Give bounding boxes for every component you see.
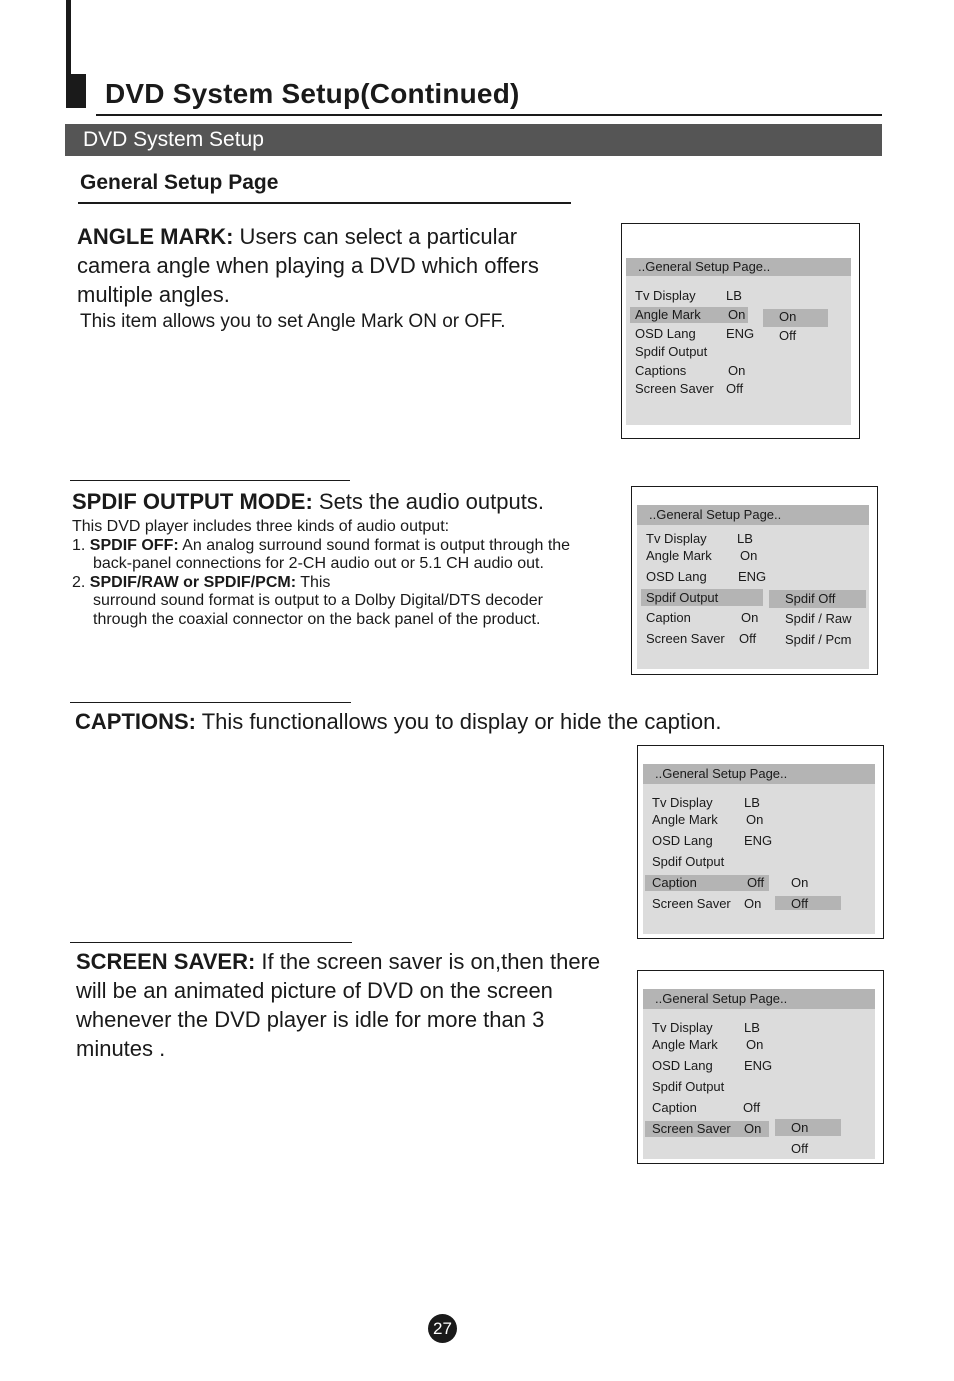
section-rule <box>70 702 351 703</box>
menu-panel <box>626 258 851 425</box>
menu-option-off[interactable]: Off <box>791 1141 809 1156</box>
menu-value: LB <box>737 531 753 546</box>
menu-value: On <box>740 548 758 563</box>
spdif-item2-label: SPDIF/RAW or SPDIF/PCM: <box>89 573 297 591</box>
menu-item-spdif-output[interactable]: Spdif Output <box>635 344 708 359</box>
spdif-label: SPDIF OUTPUT MODE: <box>72 489 313 514</box>
menu-value: Off <box>726 381 744 396</box>
captions-heading <box>75 709 721 735</box>
menu-panel <box>643 989 875 1159</box>
spdif-body <box>72 518 570 629</box>
angle-line2: camera angle when playing a DVD which offers <box>77 253 539 278</box>
menu-item-tv-display[interactable]: Tv Display <box>646 531 707 546</box>
spdif-rest: Sets the audio outputs. <box>312 489 544 514</box>
menu-value: On <box>746 1037 764 1052</box>
osd-menu-angle <box>621 223 860 439</box>
menu-item-caption[interactable]: Caption <box>652 1100 697 1115</box>
menu-value: ENG <box>738 569 767 584</box>
menu-value: ENG <box>726 326 755 341</box>
menu-item-screen-saver[interactable]: Screen Saver <box>635 381 714 396</box>
menu-value: LB <box>744 795 760 810</box>
spdif-item1-text: An analog surround sound format is output through the <box>178 536 571 554</box>
menu-value: On <box>728 307 746 322</box>
menu-panel <box>643 764 875 934</box>
menu-item-screen-saver[interactable]: Screen Saver <box>652 896 731 911</box>
menu-value: On <box>744 1121 762 1136</box>
spdif-intro: This DVD player includes three kinds of audio output: <box>72 518 450 535</box>
menu-value: Off <box>743 1100 761 1115</box>
osd-menu-screen-saver <box>637 970 884 1164</box>
angle-line4: This item allows you to set Angle Mark ON or OFF. <box>80 311 506 332</box>
menu-option-off[interactable]: Off <box>791 896 809 911</box>
menu-option-spdif-pcm[interactable]: Spdif / Pcm <box>785 632 852 647</box>
spdif-heading <box>72 489 544 515</box>
menu-value: On <box>744 896 762 911</box>
menu-option-on[interactable]: On <box>779 309 797 324</box>
menu-option-on[interactable]: On <box>791 1120 809 1135</box>
section-title: DVD System Setup <box>83 128 264 151</box>
page-title: DVD System Setup(Continued) <box>105 78 520 109</box>
menu-item-spdif-output[interactable]: Spdif Output <box>652 1079 725 1094</box>
subhead: General Setup Page <box>80 171 279 194</box>
menu-value: Off <box>739 631 757 646</box>
menu-item-screen-saver[interactable]: Screen Saver <box>646 631 725 646</box>
menu-item-tv-display[interactable]: Tv Display <box>652 1020 713 1035</box>
section-rule <box>70 942 352 943</box>
subhead-rule <box>78 202 571 204</box>
menu-option-spdif-off[interactable]: Spdif Off <box>785 591 836 606</box>
menu-value: ENG <box>744 1058 773 1073</box>
menu-item-osd-lang[interactable]: OSD Lang <box>635 326 696 341</box>
menu-item-spdif-output[interactable]: Spdif Output <box>652 854 725 869</box>
menu-option-off[interactable]: Off <box>779 328 797 343</box>
menu-value: On <box>741 610 759 625</box>
angle-line3: multiple angles. <box>77 282 230 307</box>
saver-label: SCREEN SAVER: <box>76 949 256 974</box>
menu-header: ..General Setup Page.. <box>626 258 851 276</box>
menu-item-angle-mark[interactable]: Angle Mark <box>652 812 718 827</box>
menu-value: On <box>728 363 746 378</box>
menu-item-captions[interactable]: Captions <box>635 363 687 378</box>
menu-item-angle-mark[interactable]: Angle Mark <box>652 1037 718 1052</box>
menu-header: ..General Setup Page.. <box>637 505 869 525</box>
spdif-item1-num: 1. <box>72 536 90 554</box>
menu-value: On <box>746 812 764 827</box>
menu-item-osd-lang[interactable]: OSD Lang <box>652 1058 713 1073</box>
menu-item-angle-mark[interactable]: Angle Mark <box>635 307 701 322</box>
osd-menu-captions <box>637 745 884 939</box>
page-number: 27 <box>428 1314 457 1343</box>
side-block-decoration <box>66 74 86 108</box>
menu-item-tv-display[interactable]: Tv Display <box>652 795 713 810</box>
captions-label: CAPTIONS: <box>75 709 196 734</box>
title-rule <box>96 114 882 116</box>
saver-text <box>76 947 600 1063</box>
section-rule <box>70 480 350 481</box>
menu-item-caption[interactable]: Caption <box>646 610 691 625</box>
captions-rest: This functionallows you to display or hide the caption. <box>196 709 722 734</box>
spdif-item2-num: 2. <box>72 573 90 591</box>
section-bar <box>65 124 882 156</box>
menu-item-tv-display[interactable]: Tv Display <box>635 288 696 303</box>
osd-menu-spdif <box>631 486 878 675</box>
menu-panel <box>637 505 869 669</box>
saver-line1: If the screen saver is on,then there <box>255 949 601 974</box>
spdif-item2-cont2: through the coaxial connector on the back panel of the product. <box>93 610 541 628</box>
angle-mark-text <box>77 222 539 309</box>
menu-item-osd-lang[interactable]: OSD Lang <box>646 569 707 584</box>
spdif-item1-label: SPDIF OFF: <box>89 536 179 554</box>
menu-value: LB <box>726 288 742 303</box>
menu-header: ..General Setup Page.. <box>643 989 875 1009</box>
menu-value: LB <box>744 1020 760 1035</box>
menu-item-osd-lang[interactable]: OSD Lang <box>652 833 713 848</box>
menu-option-spdif-raw[interactable]: Spdif / Raw <box>785 611 852 626</box>
spdif-item2-text: This <box>296 573 331 591</box>
saver-line3: whenever the DVD player is idle for more than 3 <box>76 1007 545 1032</box>
angle-line1: Users can select a particular <box>233 224 518 249</box>
menu-option-on[interactable]: On <box>791 875 809 890</box>
menu-item-caption[interactable]: Caption <box>652 875 697 890</box>
menu-item-angle-mark[interactable]: Angle Mark <box>646 548 712 563</box>
angle-mark-label: ANGLE MARK: <box>77 224 234 249</box>
spdif-item2-cont1: surround sound format is output to a Dolby Digital/DTS decoder <box>93 592 544 609</box>
menu-value: ENG <box>744 833 773 848</box>
menu-item-spdif-output[interactable]: Spdif Output <box>646 590 719 605</box>
saver-line2: will be an animated picture of DVD on the screen <box>76 978 553 1003</box>
menu-item-screen-saver[interactable]: Screen Saver <box>652 1121 731 1136</box>
menu-value: Off <box>747 875 765 890</box>
spdif-item1-cont: back-panel connections for 2-CH audio out or 5.1 CH audio out. <box>93 555 544 572</box>
menu-header: ..General Setup Page.. <box>643 764 875 784</box>
saver-line4: minutes . <box>76 1036 166 1061</box>
